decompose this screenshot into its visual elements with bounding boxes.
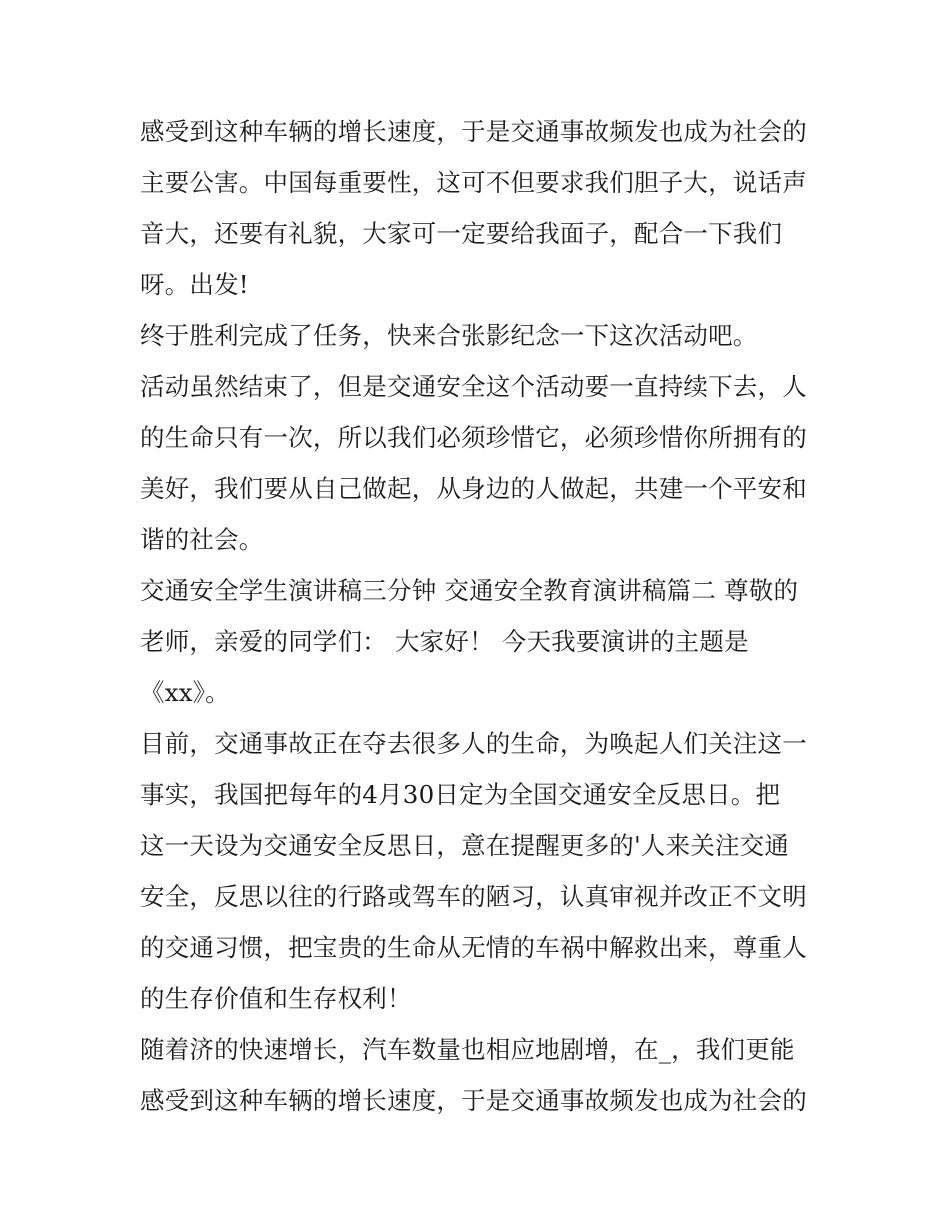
- document-body: [140, 106, 830, 1126]
- paragraph-3: 活动虽然结束了，但是交通安全这个活动要一直持续下去，人 的生命只有一次，所以我们必须珍惜它，必须珍惜你所拥有的 美好，我们要从自己做起，从身边的人做起，共建一个平安和 谐的社会。: [140, 372, 807, 554]
- paragraph-5: 目前，交通事故正在夺去很多人的生命，为唤起人们关注这一 事实，我国把每年的4月30日定为全国交通安全反思日。把 这一天设为交通安全反思日，意在提醒更多的'人来关注交通 安全，反思以往的行路或驾车的陋习，认真审视并改正不文明 的交通习惯，把宝贵的生命从无情的车祸中解救出来，尊重人 的生存价值和生存权利！: [140, 729, 807, 1013]
- paragraph-2: 终于胜利完成了任务，快来合张影纪念一下这次活动吧。: [140, 321, 758, 350]
- paragraph-6: 随着济的快速增长，汽车数量也相应地剧增，在_，我们更能 感受到这种车辆的增长速度，于是交通事故频发也成为社会的: [140, 1035, 807, 1115]
- paragraph-4: 交通安全学生演讲稿三分钟 交通安全教育演讲稿篇二 尊敬的 老师，亲爱的同学们： 大家好！ 今天我要演讲的主题是 《xx》。: [140, 576, 799, 707]
- paragraph-1: 感受到这种车辆的增长速度，于是交通事故频发也成为社会的 主要公害。中国每重要性，这可不但要求我们胆子大，说话声 音大，还要有礼貌，大家可一定要给我面子，配合一下我们 呀。出发!: [140, 117, 807, 299]
